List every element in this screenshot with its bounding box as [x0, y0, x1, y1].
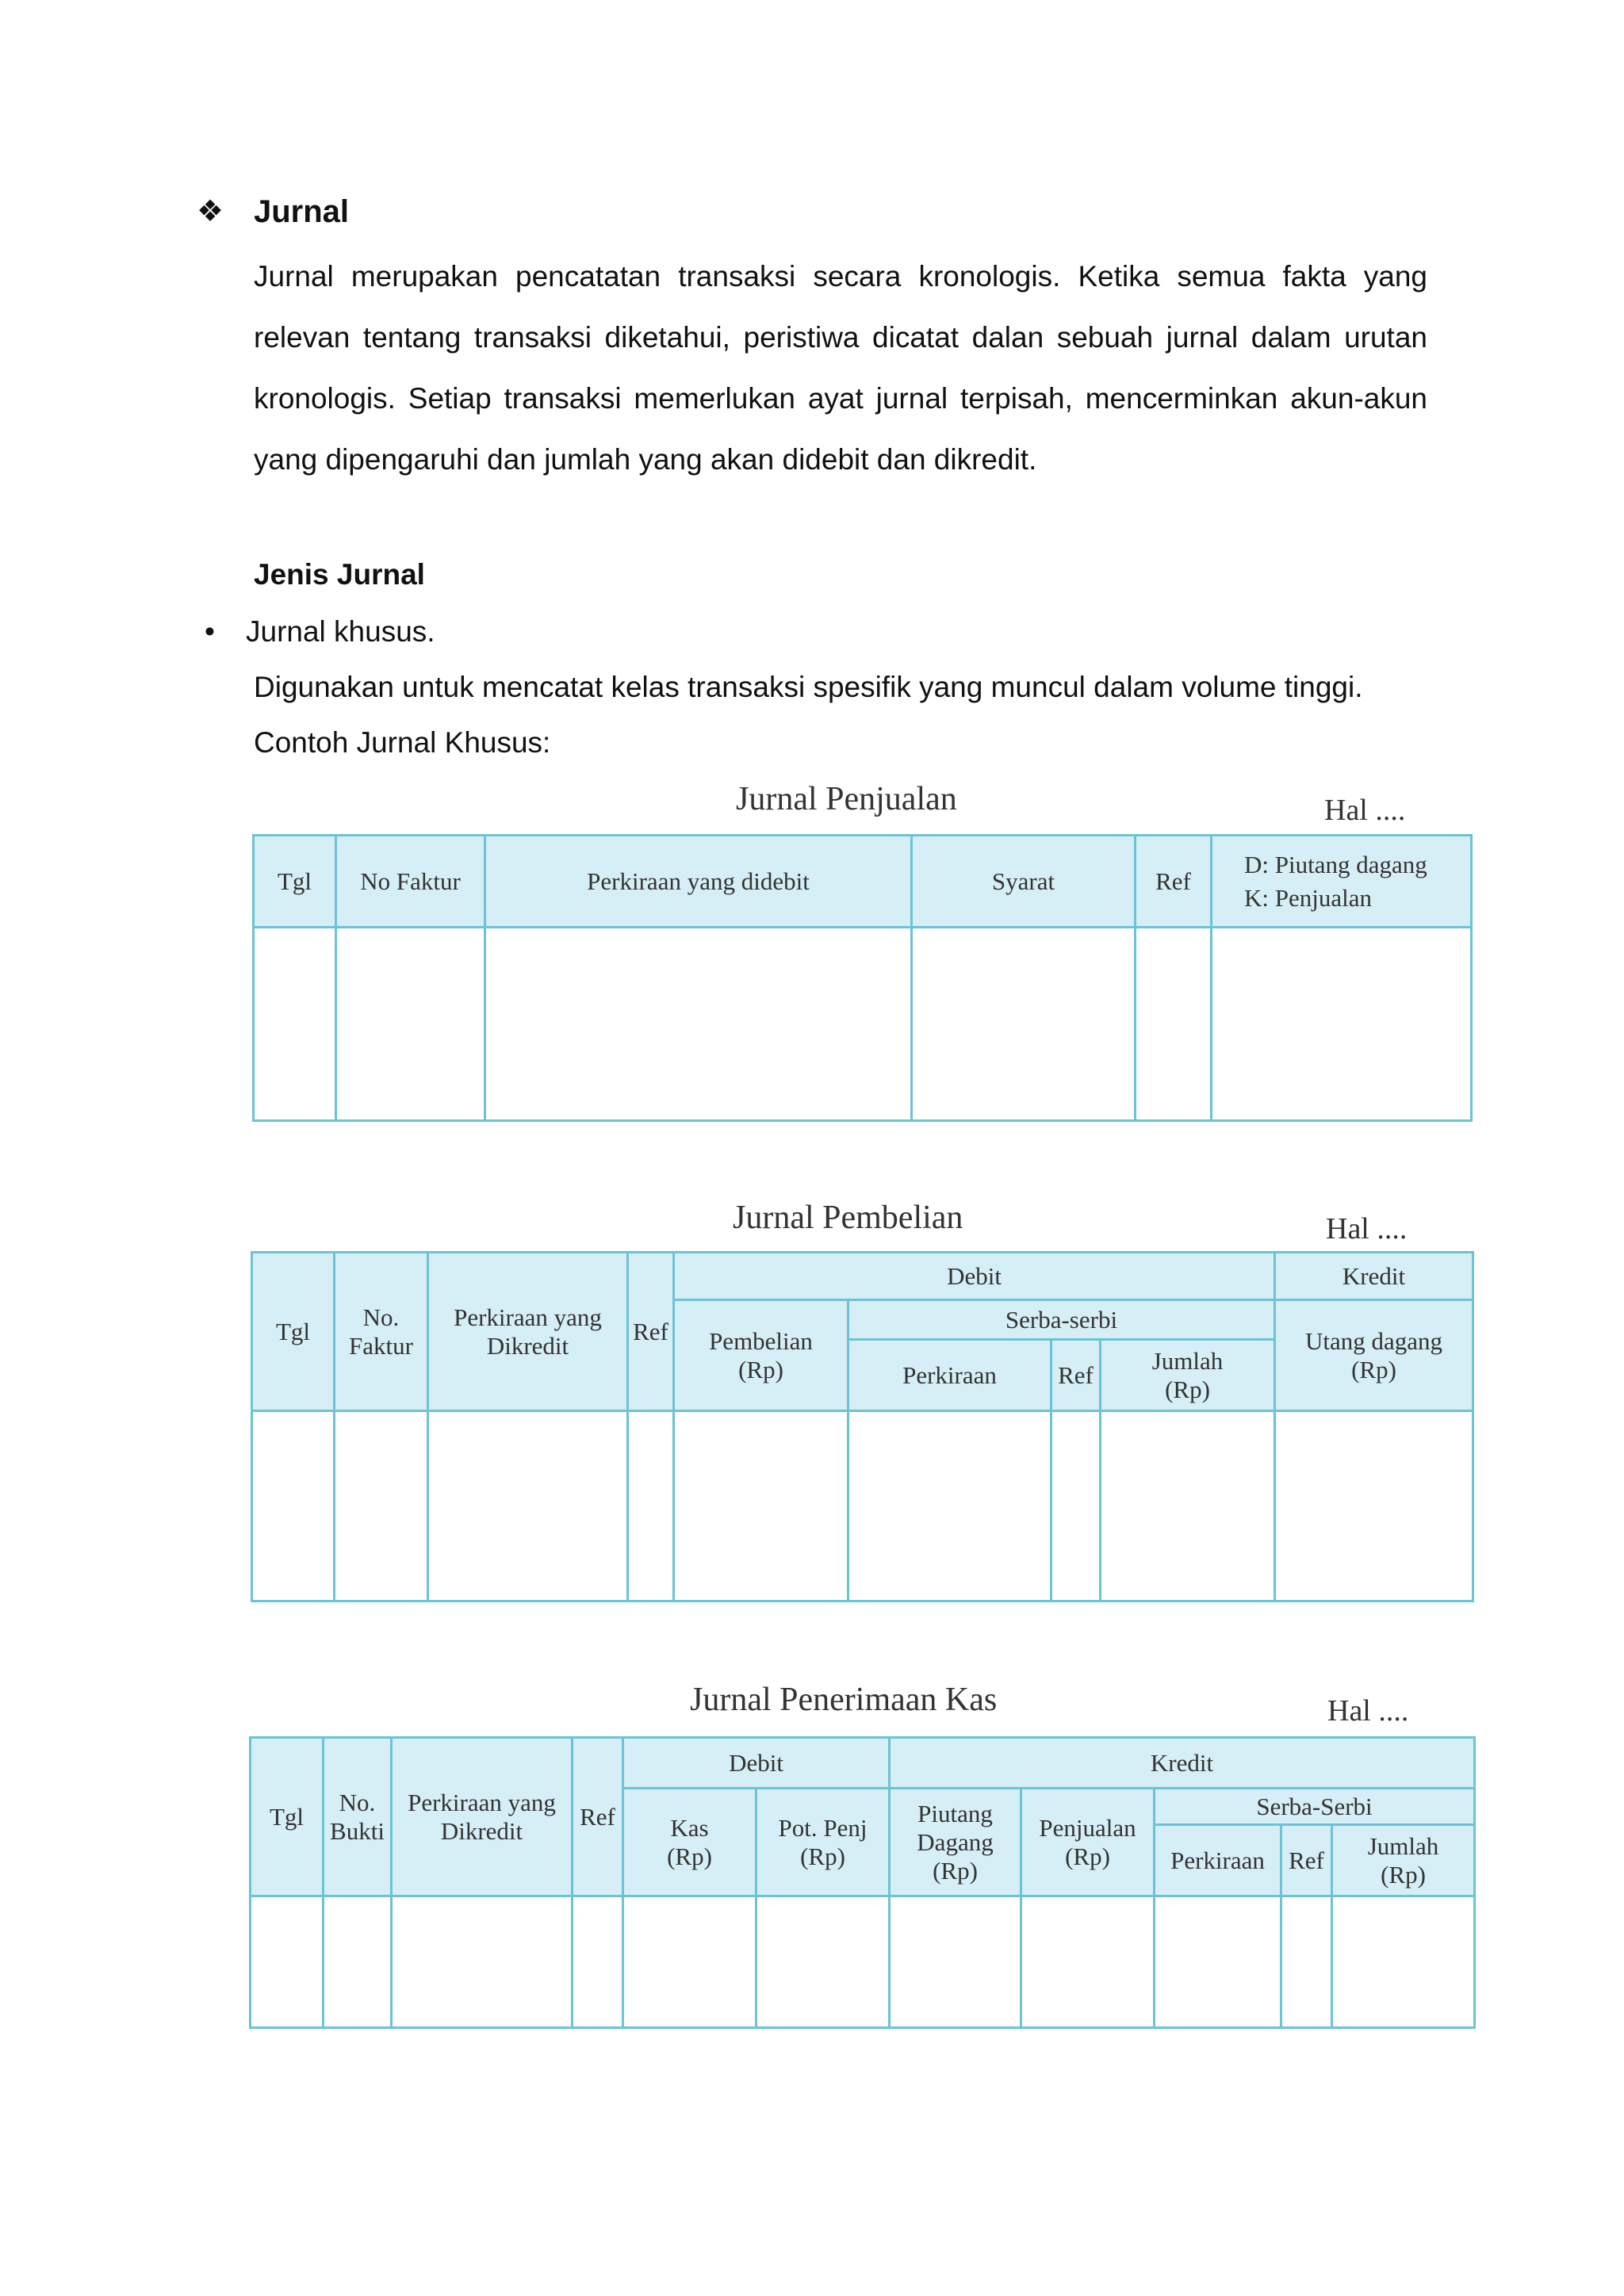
- table-cell[interactable]: [674, 1411, 848, 1601]
- penjualan-header-debit-kredit: [1212, 836, 1472, 928]
- kas-header-piutang-dagang: Piutang Dagang (Rp): [890, 1789, 1021, 1896]
- kas-header-jumlah: Jumlah (Rp): [1332, 1825, 1475, 1896]
- table-cell[interactable]: [1051, 1411, 1101, 1601]
- kas-header-serba-serbi: Serba-Serbi: [1155, 1789, 1475, 1825]
- penerimaan-kas-table: [249, 1736, 1476, 2029]
- example-label: Contoh Jurnal Khusus:: [254, 726, 551, 759]
- table-cell[interactable]: [1155, 1896, 1281, 2028]
- kas-header-perkiraan: Perkiraan yang Dikredit: [392, 1738, 573, 1896]
- pembelian-header-jumlah: Jumlah (Rp): [1101, 1340, 1275, 1411]
- pembelian-hal: Hal ....: [1326, 1212, 1408, 1246]
- table-cell[interactable]: [1332, 1896, 1475, 2028]
- pembelian-header-utang-dagang: Utang dagang (Rp): [1275, 1300, 1473, 1411]
- subheading-jenis-jurnal: Jenis Jurnal: [254, 558, 425, 591]
- table-cell[interactable]: [623, 1896, 756, 2028]
- pembelian-header-tgl: Tgl: [252, 1253, 335, 1411]
- pembelian-title: Jurnal Pembelian: [733, 1200, 963, 1236]
- table-cell[interactable]: [912, 928, 1136, 1121]
- table-cell[interactable]: [335, 1411, 428, 1601]
- pembelian-header-kredit: Kredit: [1275, 1253, 1473, 1300]
- table-cell[interactable]: [336, 928, 485, 1121]
- penjualan-table: [252, 834, 1473, 1122]
- list-item-jurnal-khusus: Jurnal khusus.: [246, 615, 435, 648]
- list-bullet: •: [205, 615, 215, 648]
- table-cell[interactable]: [628, 1411, 674, 1601]
- table-cell[interactable]: [251, 1896, 324, 2028]
- table-cell[interactable]: [1212, 928, 1472, 1121]
- intro-paragraph: Jurnal merupakan pencatatan transaksi secara kronologis. Ketika semua fakta yang relevan tentang transaksi diketahui, peristiwa dicatat dalan sebuah jurnal dalam urutan kronologis. Setiap transaksi memerlukan ayat jurnal terpisah, mencerminkan akun-akun yang dipengaruhi dan jumlah yang akan didebit dan dikredit.: [254, 260, 1427, 476]
- table-cell[interactable]: [1275, 1411, 1473, 1601]
- penjualan-header-debit-line: D: Piutang dagang: [1244, 850, 1427, 878]
- kas-header-ref: Ref: [573, 1738, 623, 1896]
- penerimaan-kas-title: Jurnal Penerimaan Kas: [690, 1682, 998, 1718]
- kas-header-sub-perkiraan: Perkiraan: [1155, 1825, 1281, 1896]
- pembelian-header-debit: Debit: [674, 1253, 1275, 1300]
- description-text: Digunakan untuk mencatat kelas transaksi spesifik yang muncul dalam volume tinggi.: [254, 671, 1363, 703]
- penjualan-header-no-faktur: No Faktur: [336, 836, 485, 928]
- penjualan-header-ref: Ref: [1136, 836, 1212, 928]
- table-cell[interactable]: [392, 1896, 573, 2028]
- kas-header-penjualan: Penjualan (Rp): [1021, 1789, 1155, 1896]
- penjualan-header-syarat: Syarat: [912, 836, 1136, 928]
- table-cell[interactable]: [324, 1896, 392, 2028]
- penjualan-title: Jurnal Penjualan: [736, 781, 957, 817]
- table-cell[interactable]: [1281, 1896, 1332, 2028]
- diamond-bullet-icon: ❖: [197, 195, 224, 228]
- kas-header-sub-ref: Ref: [1281, 1825, 1332, 1896]
- penjualan-header-kredit-line: K: Penjualan: [1244, 883, 1372, 912]
- table-cell[interactable]: [890, 1896, 1021, 2028]
- penjualan-hal: Hal ....: [1324, 794, 1406, 827]
- table-cell[interactable]: [428, 1411, 628, 1601]
- pembelian-header-pembelian: Pembelian (Rp): [674, 1300, 848, 1411]
- table-cell[interactable]: [252, 1411, 335, 1601]
- penjualan-header-tgl: Tgl: [254, 836, 336, 928]
- table-cell[interactable]: [1136, 928, 1212, 1121]
- penjualan-header-perkiraan: Perkiraan yang didebit: [485, 836, 912, 928]
- kas-header-no-bukti: No. Bukti: [324, 1738, 392, 1896]
- table-cell[interactable]: [1101, 1411, 1275, 1601]
- penerimaan-kas-hal: Hal ....: [1327, 1694, 1409, 1728]
- pembelian-header-no-faktur: No. Faktur: [335, 1253, 428, 1411]
- kas-header-tgl: Tgl: [251, 1738, 324, 1896]
- pembelian-header-sub-perkiraan: Perkiraan: [848, 1340, 1051, 1411]
- kas-header-kredit: Kredit: [890, 1738, 1475, 1789]
- pembelian-header-sub-ref: Ref: [1051, 1340, 1101, 1411]
- pembelian-header-perkiraan: Perkiraan yang Dikredit: [428, 1253, 628, 1411]
- kas-header-kas: Kas (Rp): [623, 1789, 756, 1896]
- kas-header-pot-penj: Pot. Penj (Rp): [756, 1789, 890, 1896]
- pembelian-header-ref: Ref: [628, 1253, 674, 1411]
- pembelian-header-serba-serbi: Serba-serbi: [848, 1300, 1275, 1340]
- pembelian-table: [251, 1251, 1474, 1602]
- kas-header-debit: Debit: [623, 1738, 890, 1789]
- section-title: Jurnal: [254, 194, 350, 229]
- table-cell[interactable]: [485, 928, 912, 1121]
- table-cell[interactable]: [848, 1411, 1051, 1601]
- table-cell[interactable]: [756, 1896, 890, 2028]
- table-cell[interactable]: [573, 1896, 623, 2028]
- table-cell[interactable]: [254, 928, 336, 1121]
- table-cell[interactable]: [1021, 1896, 1155, 2028]
